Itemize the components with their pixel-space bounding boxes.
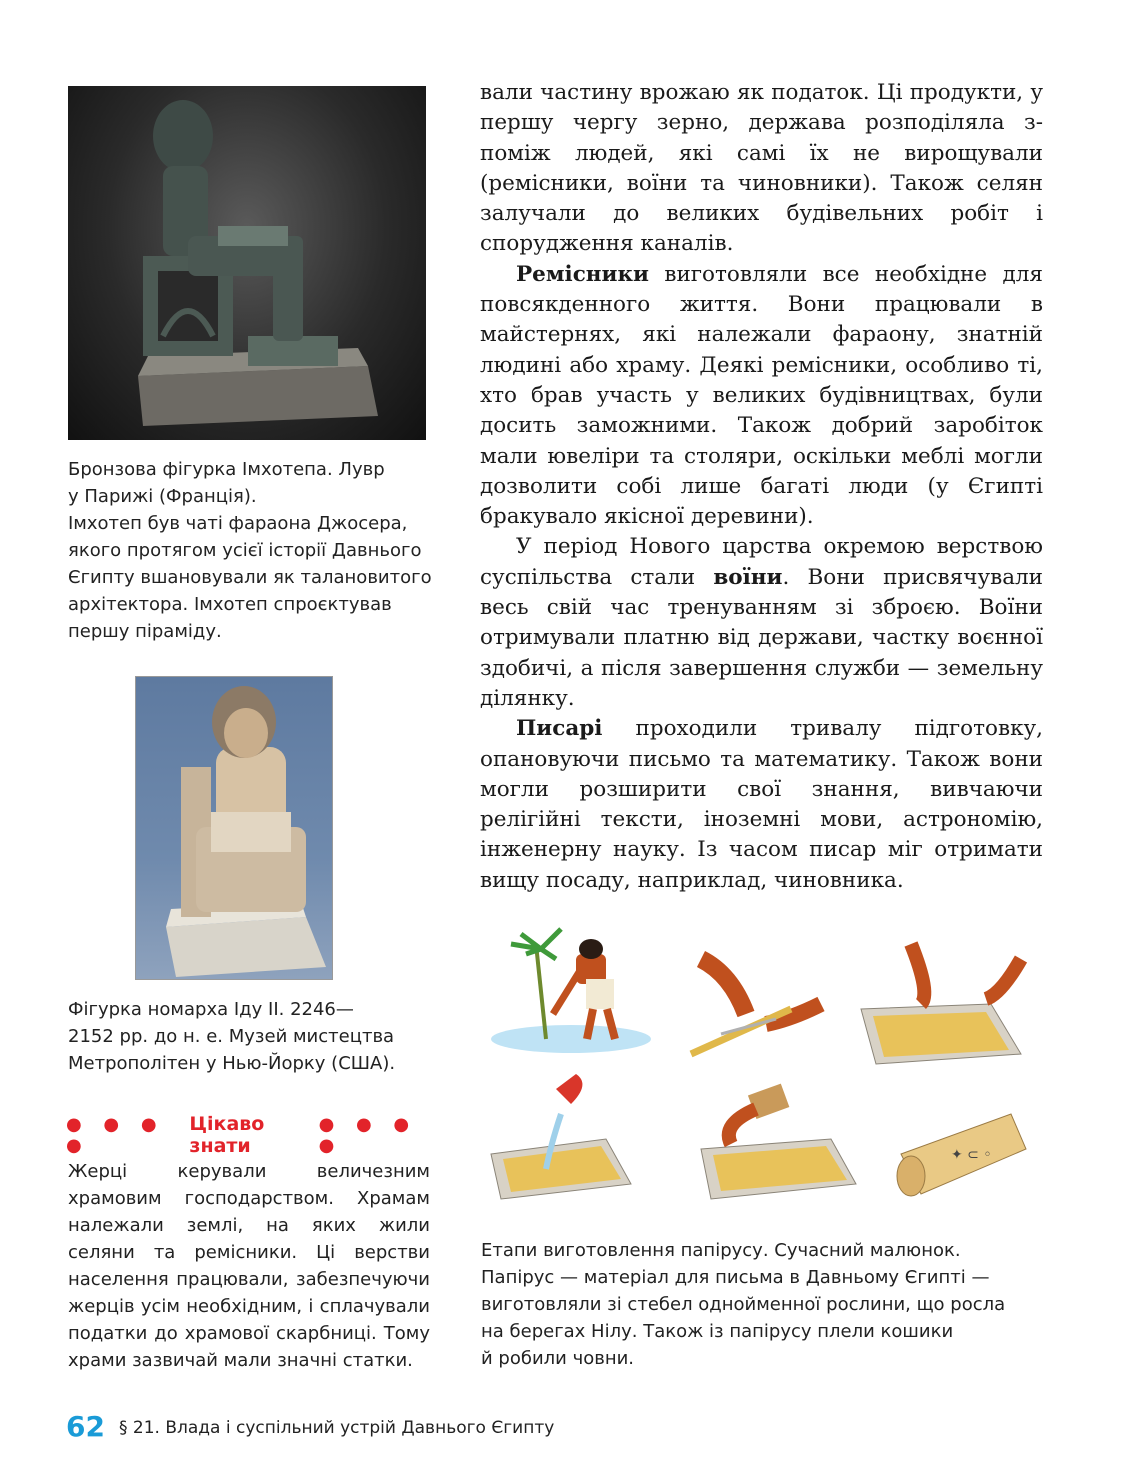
panel-cutting bbox=[691, 959, 821, 1054]
caption-line: 2152 рр. до н. е. Музей мистецтва bbox=[68, 1026, 395, 1047]
paragraph-scribes bbox=[480, 714, 1043, 896]
paragraph-craftsmen bbox=[480, 260, 1043, 533]
caption-line: й робили човни. bbox=[481, 1348, 635, 1369]
paragraph-peasants: вали частину врожаю як податок. Ці продукти, у першу чергу зерно, держава розподіляла з-поміж людей, які самі їх не вирощували (ремісники, воїни та чиновники). Також селян залучали до великих будівельних робіт і спорудження каналів. bbox=[480, 80, 1043, 257]
imhotep-caption bbox=[68, 456, 438, 645]
papyrus-making-illustration bbox=[481, 914, 1043, 1210]
caption-line: архітектора. Імхотеп спроєктував bbox=[68, 594, 392, 615]
panel-laying bbox=[861, 944, 1021, 1064]
caption-line: Імхотеп був чаті фараона Джосера, bbox=[68, 513, 408, 534]
caption-line: Єгипту вшановували як талановитого bbox=[68, 567, 432, 588]
nomarch-statue-photo bbox=[135, 676, 333, 980]
paragraph-text: проходили тривалу підготовку, опановуючи письмо та математику. Також вони могли розширити свої знання, вивчаючи релігійні тексти, іноземні мови, астрономію, інженерну науку. Із часом писар міг отримати вищу посаду, наприклад, чиновника. bbox=[480, 716, 1043, 893]
interesting-box-header bbox=[66, 1113, 432, 1157]
svg-text:✦ ⊂ ◦: ✦ ⊂ ◦ bbox=[951, 1147, 992, 1163]
interesting-box-title: Цікаво знати bbox=[189, 1113, 265, 1157]
decor-dots-left: ● ● ● ● bbox=[66, 1114, 165, 1156]
paragraph-text: . Вони присвячували весь свій час тренуванням зі зброєю. Воїни отримували платню від держави, частку воєнної здобичі, а після завершення служби — земельну ділянку. bbox=[480, 564, 1043, 711]
panel-scroll bbox=[897, 1114, 1026, 1196]
caption-line: Бронзова фігурка Імхотепа. Лувр bbox=[68, 459, 385, 480]
caption-line: Папірус — матеріал для письма в Давньому Єгипті — bbox=[481, 1267, 990, 1288]
page-number: 62 bbox=[66, 1410, 105, 1443]
panel-wetting bbox=[491, 1074, 631, 1199]
caption-line: Етапи виготовлення папірусу. Сучасний малюнок. bbox=[481, 1240, 961, 1261]
paragraph-text: У період Нового царства окремою верствою суспільства стали bbox=[480, 534, 1043, 590]
panel-harvest bbox=[491, 929, 651, 1053]
term-warriors: воїни bbox=[713, 564, 783, 590]
panel-hammering bbox=[701, 1084, 856, 1199]
main-body-text bbox=[480, 78, 1043, 896]
term-scribes: Писарі bbox=[516, 716, 603, 742]
caption-line: Фігурка номарха Іду ІІ. 2246— bbox=[68, 999, 354, 1020]
imhotep-statue-photo bbox=[68, 86, 426, 440]
term-craftsmen: Ремісники bbox=[516, 261, 649, 287]
interesting-box-text: Жерці керували величезним храмовим господарством. Храмам належали землі, на яких жили селяни та ремісники. Ці верстви населення працювали, забезпечуючи жерців усім необхідним, і сплачували податки до храмової скарбниці. Тому храми зазвичай мали значні статки. bbox=[68, 1161, 430, 1371]
caption-line: якого протягом усієї історії Давнього bbox=[68, 540, 422, 561]
caption-line: виготовляли зі стебел однойменної рослини, що росла bbox=[481, 1294, 1006, 1315]
paragraph-text: виготовляли все необхідне для повсякденного життя. Вони працювали в майстернях, які належали фараону, знатній людині або храму. Деякі ремісники, особливо ті, хто брав участь у великих будівництвах, були досить заможними. Також добрий заробіток мали ювеліри та столяри, оскільки меблі могли дозволити собі лише багаті люди (у Єгипті бракувало якісної деревини). bbox=[480, 261, 1043, 530]
decor-dots-right: ● ● ● ● bbox=[318, 1114, 418, 1156]
paragraph-warriors bbox=[480, 532, 1043, 714]
caption-line: першу піраміду. bbox=[68, 621, 222, 642]
caption-line: на берегах Нілу. Також із папірусу плели кошики bbox=[481, 1321, 954, 1342]
caption-line: Метрополітен у Нью-Йорку (США). bbox=[68, 1053, 396, 1074]
caption-line: у Парижі (Франція). bbox=[68, 486, 257, 507]
nomarch-caption bbox=[68, 996, 438, 1077]
section-title: § 21. Влада і суспільний устрій Давнього Єгипту bbox=[119, 1418, 555, 1438]
papyrus-caption bbox=[481, 1237, 1051, 1372]
